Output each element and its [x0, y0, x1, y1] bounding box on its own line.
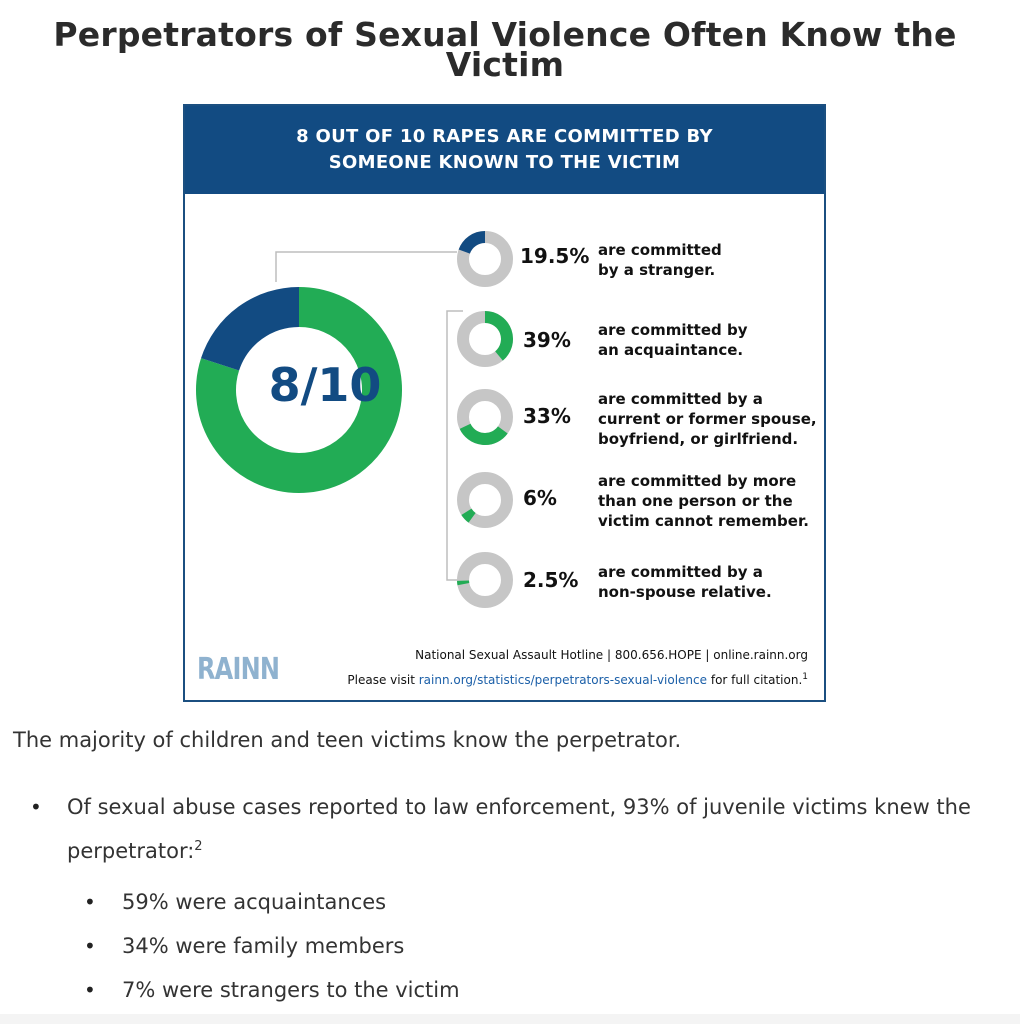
sub-bullet-marker: •: [84, 978, 96, 1002]
main-bullet-body: Of sexual abuse cases reported to law enforcement, 93% of juvenile victims knew the perpetrator:: [67, 795, 971, 863]
stat-desc-line: by a stranger.: [598, 261, 716, 279]
stat-value-partner: 33%: [523, 404, 571, 428]
stat-desc-line: are committed by more: [598, 472, 797, 490]
bullet-marker: •: [30, 795, 42, 819]
citation-text: [347, 672, 808, 687]
citation-link[interactable]: rainn.org/statistics/perpetrators-sexual-violence: [418, 673, 708, 687]
stat-desc-line: than one person or the: [598, 492, 793, 510]
stat-ring-3-segment: [466, 512, 472, 518]
page-title: Perpetrators of Sexual Violence Often Know the Victim: [53, 15, 957, 84]
citation-suffix: for full citation.: [707, 673, 803, 687]
big-ring-stranger-segment: [220, 307, 299, 364]
main-bullet-text: [67, 788, 997, 871]
stat-desc-line: are committed: [598, 241, 722, 259]
stat-value-acquaintance: 39%: [523, 328, 571, 352]
stat-ring-2-segment: [465, 426, 503, 439]
stat-desc-line: are committed by a: [598, 390, 763, 408]
sub-item-acquaintances: 59% were acquaintances: [122, 890, 387, 914]
stat-value-relative: 2.5%: [523, 568, 579, 592]
stat-desc-acquaintance: [598, 320, 748, 360]
connector-line-stranger: [276, 252, 457, 282]
bottom-fade: [0, 1014, 1020, 1024]
sub-bullet-marker: •: [84, 934, 96, 958]
stat-ring-4-track: [463, 558, 507, 602]
footnote-ref[interactable]: 2: [194, 839, 203, 854]
intro-paragraph: The majority of children and teen victims know the perpetrator.: [13, 728, 682, 752]
sub-bullet-marker: •: [84, 890, 96, 914]
stat-desc-multiple: [598, 471, 809, 531]
stat-desc-line: victim cannot remember.: [598, 512, 809, 530]
stat-desc-line: current or former spouse,: [598, 410, 817, 428]
stat-desc-stranger: [598, 240, 722, 280]
citation-prefix: Please visit: [347, 673, 419, 687]
header-line-1: 8 OUT OF 10 RAPES ARE COMMITTED BY: [296, 126, 713, 147]
infographic: [183, 104, 826, 702]
stat-desc-line: boyfriend, or girlfriend.: [598, 430, 799, 448]
stat-ring-1-segment: [485, 317, 507, 356]
stat-ring-0-segment: [464, 237, 485, 252]
stat-desc-relative: [598, 562, 772, 602]
big-ring-label: 8/10: [268, 358, 382, 412]
stat-value-multiple: 6%: [523, 486, 557, 510]
header-line-2: SOMEONE KNOWN TO THE VICTIM: [328, 152, 681, 173]
rainn-logo: RAINN: [197, 652, 280, 687]
sub-item-family: 34% were family members: [122, 934, 405, 958]
stat-desc-line: are committed by a: [598, 563, 763, 581]
stat-desc-line: non-spouse relative.: [598, 583, 772, 601]
stat-desc-partner: [598, 389, 817, 449]
hotline-text: National Sexual Assault Hotline | 800.656.HOPE | online.rainn.org: [415, 648, 808, 662]
stat-value-stranger: 19.5%: [520, 244, 590, 268]
stat-desc-line: are committed by: [598, 321, 748, 339]
sub-item-strangers: 7% were strangers to the victim: [122, 978, 460, 1002]
citation-footnote-ref[interactable]: 1: [802, 672, 808, 682]
stat-desc-line: an acquaintance.: [598, 341, 744, 359]
